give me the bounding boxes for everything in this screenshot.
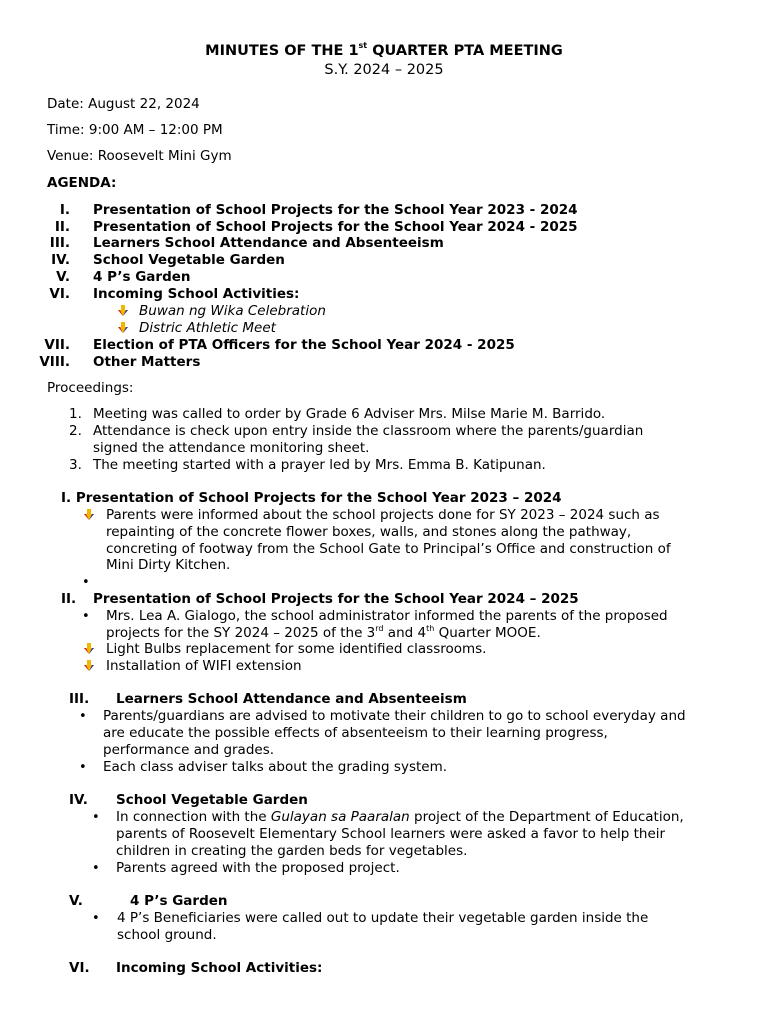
section-text: Parents/guardians are advised to motivate their children to go to school everyday and — [103, 708, 686, 724]
arrow-bullet-icon — [82, 659, 96, 672]
section-text: 4 P’s Beneficiaries were called out to update their vegetable garden inside the — [117, 910, 649, 926]
proceedings-num: 2. — [69, 423, 82, 439]
bullet-dot: • — [92, 861, 100, 876]
bullet-dot: • — [82, 575, 90, 590]
section-heading: Presentation of School Projects for the School Year 2024 – 2025 — [93, 591, 579, 607]
section-text: Mrs. Lea A. Gialogo, the school administrator informed the parents of the proposed — [106, 608, 668, 624]
document-title: MINUTES OF THE 1st QUARTER PTA MEETING — [205, 41, 563, 59]
section-bullet — [82, 507, 96, 524]
agenda-num: II. — [54, 219, 70, 235]
agenda-item: Incoming School Activities: — [93, 286, 300, 302]
proceedings-label: Proceedings: — [47, 380, 134, 396]
agenda-item: Election of PTA Officers for the School Year 2024 - 2025 — [93, 337, 515, 353]
agenda-item: Presentation of School Projects for the School Year 2024 - 2025 — [93, 219, 578, 235]
agenda-label: AGENDA: — [47, 175, 117, 191]
agenda-num: III. — [49, 235, 70, 251]
arrow-bullet-icon — [116, 304, 130, 317]
meeting-venue: Venue: Roosevelt Mini Gym — [47, 148, 232, 164]
section-heading: School Vegetable Garden — [116, 792, 308, 808]
agenda-num: IV. — [51, 252, 70, 268]
section-heading: 4 P’s Garden — [130, 893, 228, 909]
agenda-item: Presentation of School Projects for the School Year 2023 - 2024 — [93, 202, 578, 218]
section-heading: Learners School Attendance and Absenteeism — [116, 691, 467, 707]
section-text: concreting of footway from the School Gate to Principal’s Office and construction of — [106, 541, 671, 557]
section-heading: I. Presentation of School Projects for the School Year 2023 – 2024 — [61, 490, 562, 506]
agenda-item: Learners School Attendance and Absenteeism — [93, 235, 444, 251]
agenda-subitem — [116, 320, 130, 337]
agenda-item: 4 P’s Garden — [93, 269, 191, 285]
agenda-subitem-label: Distric Athletic Meet — [139, 320, 276, 336]
bullet-dot: • — [92, 911, 100, 926]
agenda-num: VIII. — [39, 354, 70, 370]
section-text: children in creating the garden beds for vegetables. — [116, 843, 468, 859]
section-num: VI. — [69, 960, 90, 976]
section-num: IV. — [69, 792, 88, 808]
bullet-dot: • — [79, 760, 87, 775]
agenda-subitem — [116, 303, 130, 320]
proceedings-num: 1. — [69, 406, 82, 422]
proceedings-item-cont: signed the attendance monitoring sheet. — [93, 440, 370, 456]
section-num: II. — [61, 591, 77, 607]
agenda-num: VII. — [44, 337, 70, 353]
section-text: Parents agreed with the proposed project. — [116, 860, 400, 876]
agenda-item: Other Matters — [93, 354, 201, 370]
meeting-date: Date: August 22, 2024 — [47, 96, 200, 112]
agenda-item: School Vegetable Garden — [93, 252, 285, 268]
section-text: are educate the possible effects of absenteeism to their learning progress, — [103, 725, 608, 741]
section-text: parents of Roosevelt Elementary School learners were asked a favor to help their — [116, 826, 666, 842]
section-text: Each class adviser talks about the grading system. — [103, 759, 448, 775]
arrow-bullet-icon — [82, 508, 96, 521]
arrow-bullet-icon — [116, 321, 130, 334]
section-text: performance and grades. — [103, 742, 275, 758]
bullet-dot: • — [79, 709, 87, 724]
section-text: school ground. — [117, 927, 217, 943]
proceedings-num: 3. — [69, 457, 82, 473]
bullet-dot: • — [92, 810, 100, 825]
section-num: III. — [69, 691, 90, 707]
section-text: Parents were informed about the school projects done for SY 2023 – 2024 such as — [106, 507, 660, 523]
section-num: V. — [69, 893, 83, 909]
section-bullet — [82, 641, 96, 658]
agenda-num: I. — [59, 202, 70, 218]
section-text: repainting of the concrete flower boxes, walls, and stones along the pathway, — [106, 524, 632, 540]
section-text: Installation of WIFI extension — [106, 658, 302, 674]
bullet-dot: • — [82, 609, 90, 624]
proceedings-item: Meeting was called to order by Grade 6 Adviser Mrs. Milse Marie M. Barrido. — [93, 406, 606, 422]
school-year: S.Y. 2024 – 2025 — [324, 62, 444, 78]
proceedings-item: Attendance is check upon entry inside the classroom where the parents/guardian — [93, 423, 644, 439]
section-text: projects for the SY 2024 – 2025 of the 3rd and 4th Quarter MOOE. — [106, 623, 541, 641]
section-text: In connection with the Gulayan sa Paaralan project of the Department of Education, — [116, 809, 684, 825]
section-heading: Incoming School Activities: — [116, 960, 323, 976]
section-bullet — [82, 658, 96, 675]
agenda-subitem-label: Buwan ng Wika Celebration — [139, 303, 326, 319]
arrow-bullet-icon — [82, 642, 96, 655]
section-text: Light Bulbs replacement for some identified classrooms. — [106, 641, 487, 657]
agenda-num: VI. — [49, 286, 70, 302]
agenda-num: V. — [56, 269, 70, 285]
section-text: Mini Dirty Kitchen. — [106, 557, 231, 573]
proceedings-item: The meeting started with a prayer led by Mrs. Emma B. Katipunan. — [93, 457, 546, 473]
meeting-time: Time: 9:00 AM – 12:00 PM — [47, 122, 223, 138]
